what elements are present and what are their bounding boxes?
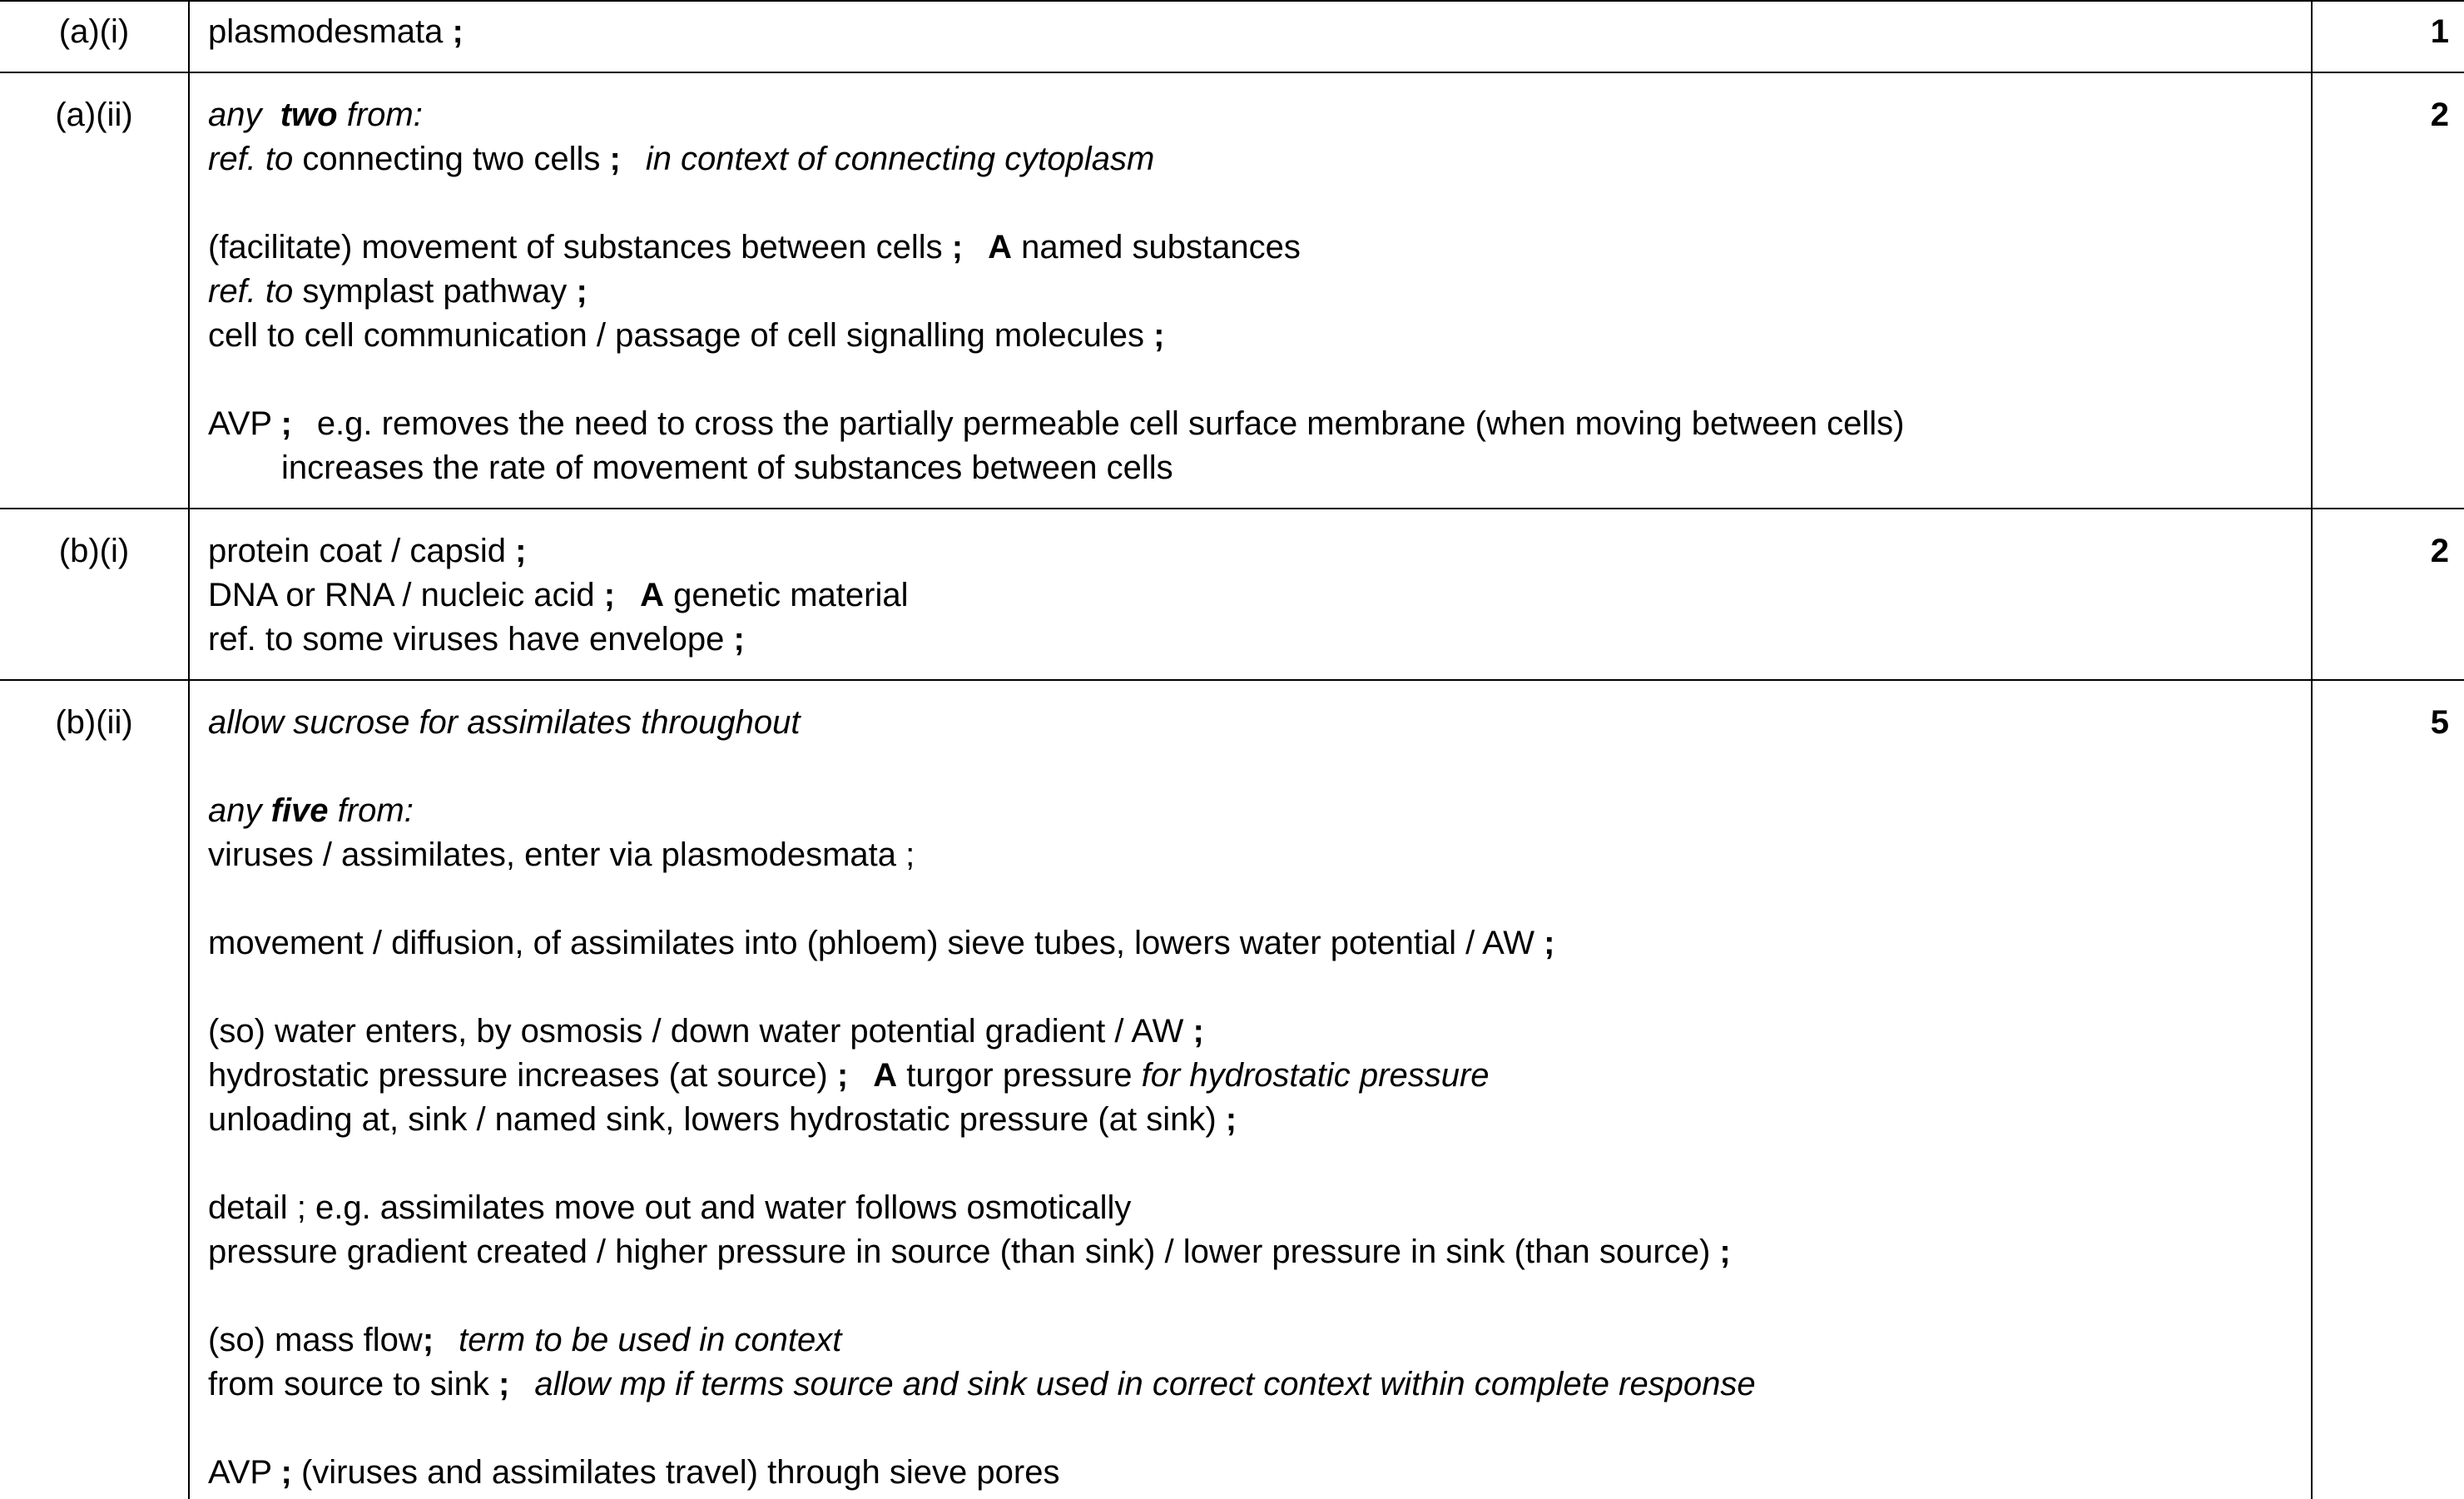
answer-line: AVP ; (viruses and assimilates travel) through sieve pores: [208, 1454, 1060, 1491]
marks-value: 2: [2430, 533, 2449, 569]
answer-line: (facilitate) movement of substances between cells ; A named substances: [208, 229, 1301, 266]
column-divider: [188, 0, 190, 1499]
marks-value: 1: [2430, 13, 2449, 50]
answer-line: ref. to symplast pathway ;: [208, 273, 587, 310]
answer-line: from source to sink ; allow mp if terms source and sink used in correct context within complete response: [208, 1366, 1756, 1402]
answer-line: DNA or RNA / nucleic acid ; A genetic material: [208, 577, 909, 613]
answer-line: allow sucrose for assimilates throughout: [208, 704, 801, 741]
answer-line: any five from:: [208, 792, 414, 829]
row-divider: [0, 679, 2464, 681]
answer-line: protein coat / capsid ;: [208, 533, 527, 569]
marks-value: 2: [2430, 97, 2449, 133]
row-divider: [0, 72, 2464, 73]
answer-line: viruses / assimilates, enter via plasmodesmata ;: [208, 836, 915, 873]
question-number: (b)(ii): [55, 704, 133, 741]
answer-line: detail ; e.g. assimilates move out and water follows osmotically: [208, 1189, 1132, 1226]
answer-cell: [208, 529, 908, 662]
answer-line: unloading at, sink / named sink, lowers hydrostatic pressure (at sink) ;: [208, 1101, 1237, 1138]
column-divider: [2311, 0, 2313, 1499]
answer-line: (so) mass flow; term to be used in context: [208, 1322, 842, 1358]
answer-cell: [208, 93, 1904, 490]
answer-line: ref. to connecting two cells ; in context of connecting cytoplasm: [208, 141, 1155, 177]
answer-line: (so) water enters, by osmosis / down water potential gradient / AW ;: [208, 1013, 1204, 1050]
question-number: (a)(ii): [55, 97, 133, 133]
answer-line: plasmodesmata ;: [208, 13, 464, 50]
answer-line: ref. to some viruses have envelope ;: [208, 621, 745, 658]
answer-line: pressure gradient created / higher pressure in source (than sink) / lower pressure in sink (than source) ;: [208, 1233, 1731, 1270]
question-number: (a)(i): [58, 13, 130, 50]
answer-cell: [208, 701, 1756, 1495]
table-border-top: [0, 0, 2464, 2]
question-number: (b)(i): [58, 533, 130, 569]
row-divider: [0, 508, 2464, 509]
answer-line: hydrostatic pressure increases (at source) ; A turgor pressure for hydrostatic pressure: [208, 1057, 1490, 1094]
answer-cell: [208, 10, 464, 54]
answer-line: movement / diffusion, of assimilates into (phloem) sieve tubes, lowers water potential / AW ;: [208, 925, 1555, 961]
answer-line: any two from:: [208, 97, 423, 133]
answer-line: cell to cell communication / passage of cell signalling molecules ;: [208, 317, 1165, 354]
marks-value: 5: [2430, 704, 2449, 741]
answer-line: AVP ; e.g. removes the need to cross the partially permeable cell surface membrane (when moving between cells): [208, 405, 1905, 442]
answer-line: increases the rate of movement of substances between cells: [281, 449, 1173, 486]
